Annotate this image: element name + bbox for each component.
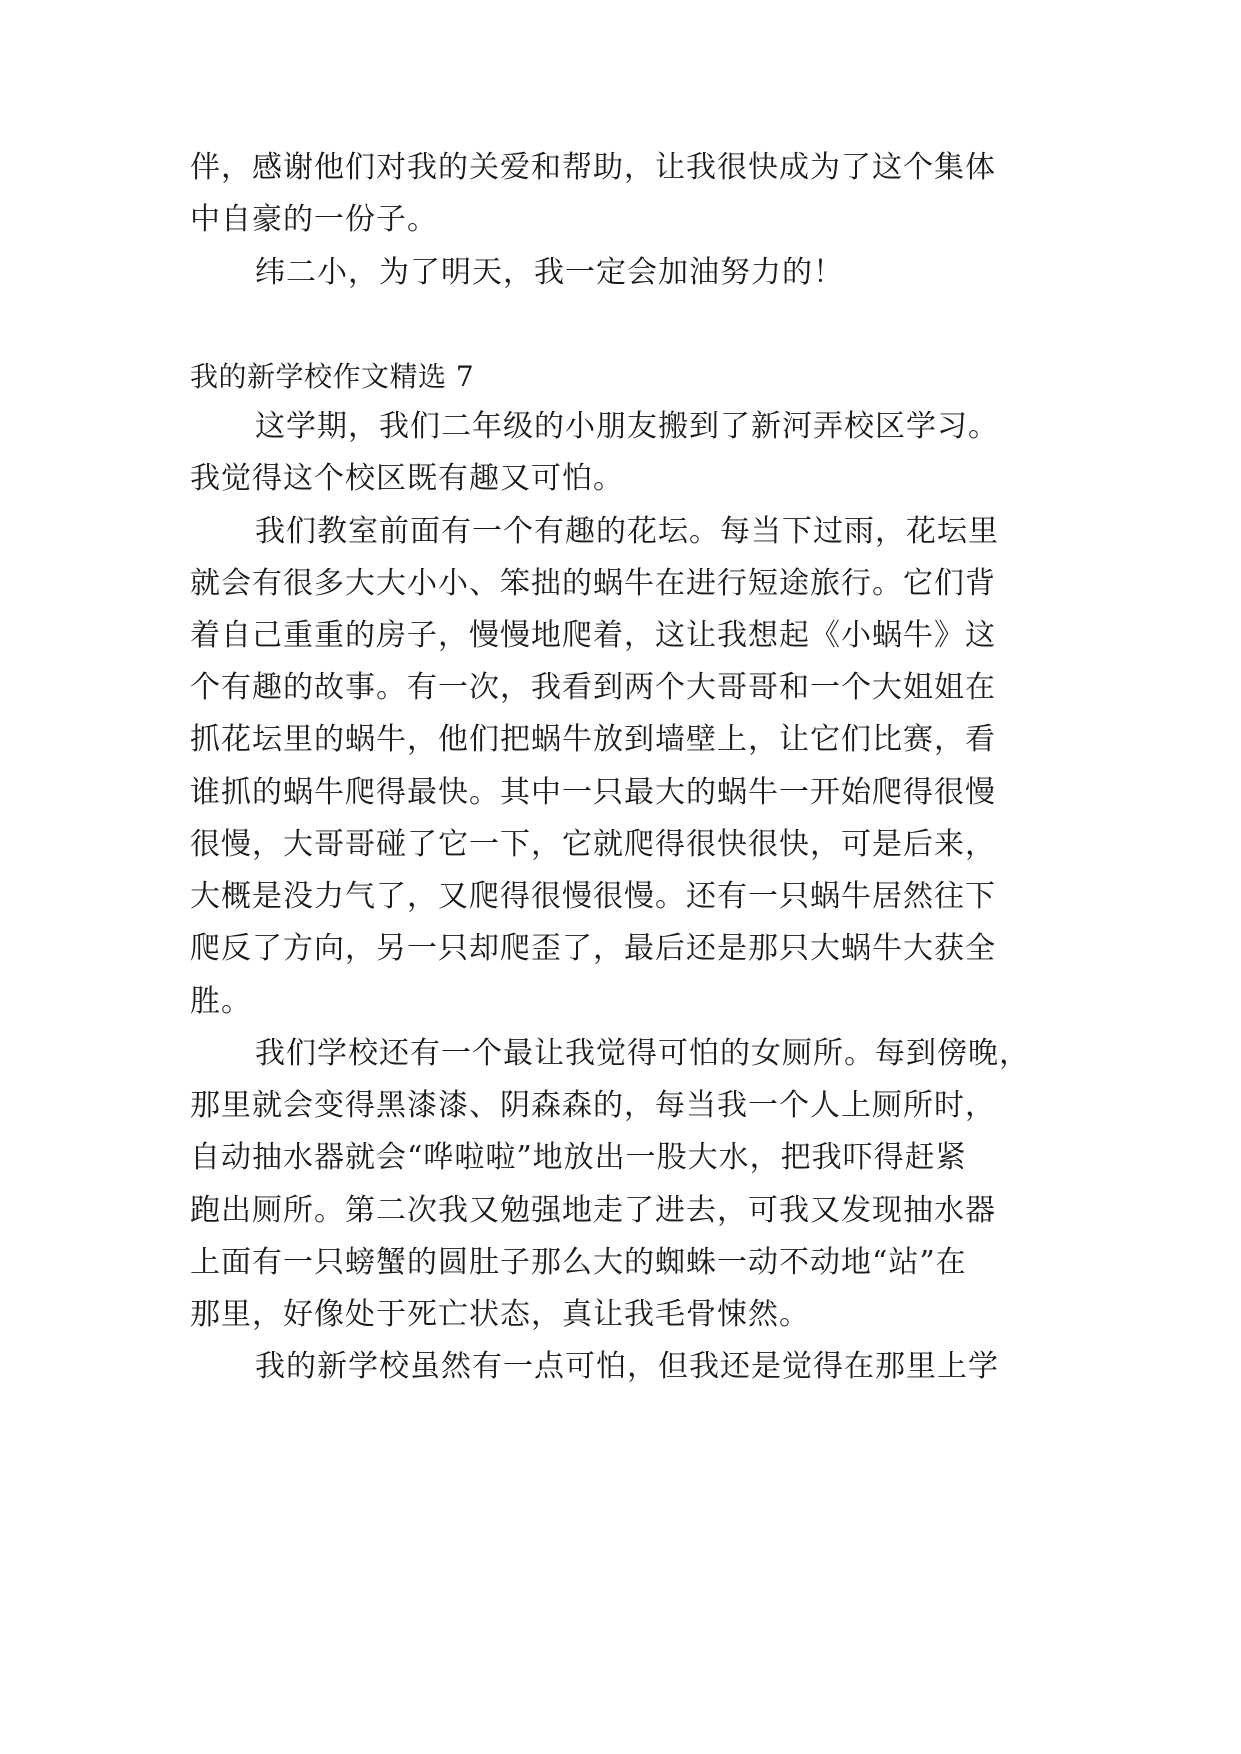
paragraph-line: 中自豪的一份子。: [190, 202, 438, 237]
paragraph-line: 爬反了方向，另一只却爬歪了，最后还是那只大蜗牛大获全: [190, 931, 996, 966]
paragraph-line: 胜。: [190, 984, 252, 1019]
paragraph-line: 着自己重重的房子，慢慢地爬着，这让我想起《小蜗牛》这: [190, 618, 996, 653]
paragraph-line: 个有趣的故事。有一次，我看到两个大哥哥和一个大姐姐在: [190, 670, 996, 705]
paragraph-line: 我们教室前面有一个有趣的花坛。每当下过雨，花坛里: [255, 514, 999, 549]
paragraph-line: 伴，感谢他们对我的关爱和帮助，让我很快成为了这个集体: [190, 150, 996, 185]
paragraph-line: 那里，好像处于死亡状态，真让我毛骨悚然。: [190, 1297, 810, 1332]
paragraph-line: 纬二小，为了明天，我一定会加油努力的！: [255, 255, 844, 290]
paragraph-line: 上面有一只螃蟹的圆肚子那么大的蜘蛛一动不动地“站”在: [190, 1245, 967, 1280]
paragraph-line: 自动抽水器就会“哗啦啦”地放出一股大水，把我吓得赶紧: [190, 1140, 967, 1175]
paragraph-line: 就会有很多大大小小、笨拙的蜗牛在进行短途旅行。它们背: [190, 566, 996, 601]
section-heading: 我的新学校作文精选 7: [190, 360, 475, 393]
paragraph-line: 大概是没力气了，又爬得很慢很慢。还有一只蜗牛居然往下: [190, 879, 996, 914]
paragraph-line: 我觉得这个校区既有趣又可怕。: [190, 461, 624, 496]
paragraph-line: 跑出厕所。第二次我又勉强地走了进去，可我又发现抽水器: [190, 1193, 996, 1228]
paragraph-line: 那里就会变得黑漆漆、阴森森的，每当我一个人上厕所时，: [190, 1088, 996, 1123]
paragraph-line: 抓花坛里的蜗牛，他们把蜗牛放到墙壁上，让它们比赛，看: [190, 722, 996, 757]
paragraph-line: 这学期，我们二年级的小朋友搬到了新河弄校区学习。: [255, 409, 999, 444]
paragraph-line: 谁抓的蜗牛爬得最快。其中一只最大的蜗牛一开始爬得很慢: [190, 775, 996, 810]
paragraph-line: 很慢，大哥哥碰了它一下，它就爬得很快很快，可是后来，: [190, 827, 996, 862]
paragraph-line: 我的新学校虽然有一点可怕，但我还是觉得在那里上学: [255, 1349, 999, 1384]
paragraph-line: 我们学校还有一个最让我觉得可怕的女厕所。每到傍晚，: [255, 1036, 1030, 1071]
